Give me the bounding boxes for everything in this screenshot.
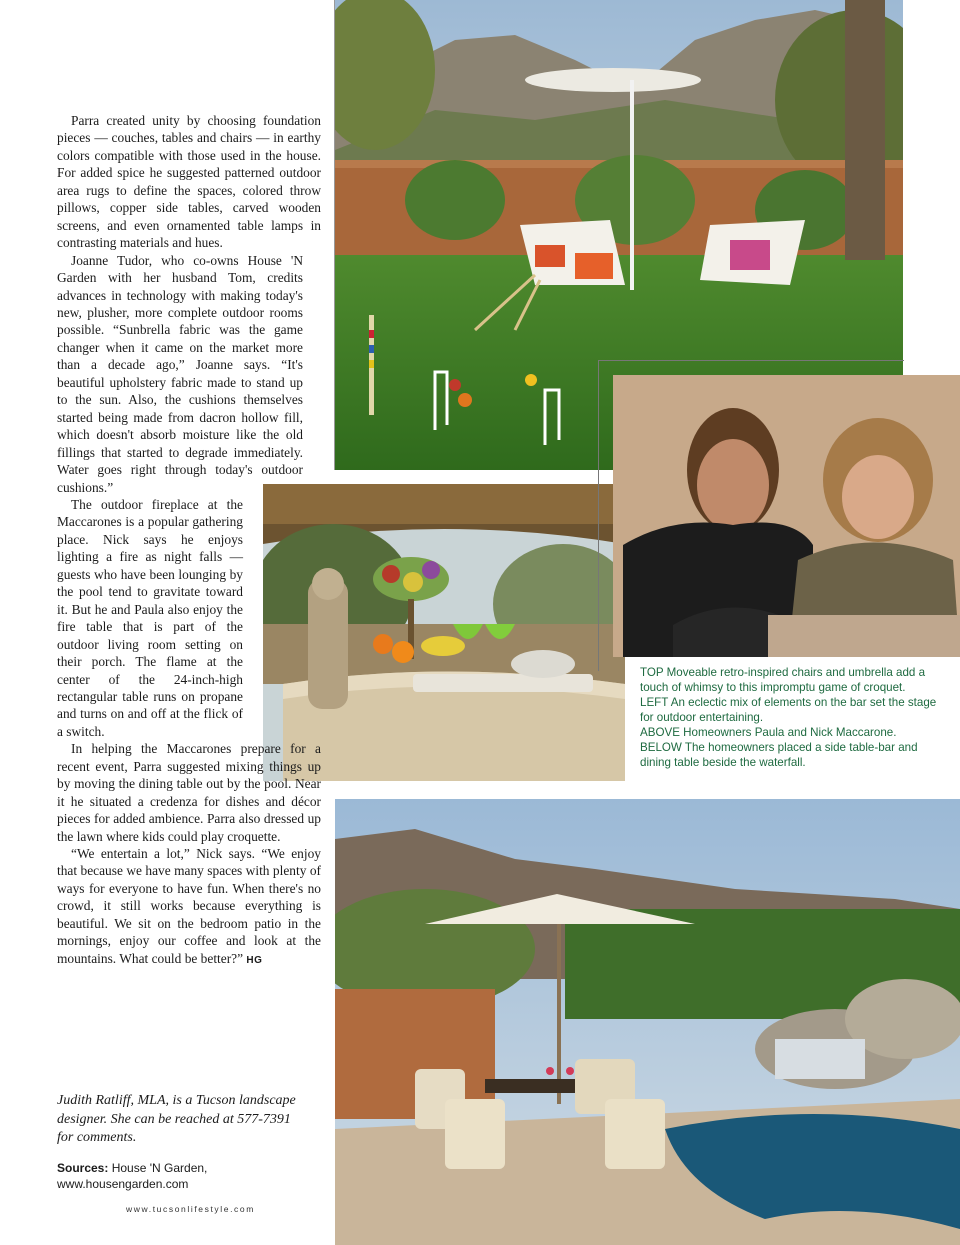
article-paragraph-2: Joanne Tudor, who co-owns House 'N Garden with her husband Tom, credits advances in technology with making today's new, plusher, more complete outdoor rooms possible. “Sunbrella fabric was the game changer when it came on the market more than a decade ago,” Joanne says. “It's beautiful upholstery fabric made to stand up to the sun. Also, the cushions themselves started being made from dacron hollow fill, which doesn't absorb moisture like the old fillings that started to degrade immediately. Water goes right through today's outdoor cushions.” [57,252,303,495]
caption-top: TOP Moveable retro-inspired chairs and umbrella add a touch of whimsy to this impromptu game of croquet. [640,666,926,694]
sources [57,1161,307,1192]
article-paragraph-4: In helping the Maccarones prepare for a recent event, Parra suggested mixing things up by moving the dining table out by the pool. Near it he situated a credenza for dishes and décor pieces for added ambience. Parra also dressed up the lawn where kids could play croquette. [57,741,321,844]
end-mark: HG [246,954,263,966]
photo-homeowners-portrait [613,375,960,657]
caption-below: BELOW The homeowners placed a side table-bar and dining table beside the waterfall. [640,741,918,769]
article-paragraph-5 [57,845,321,969]
article-paragraph-3: The outdoor fireplace at the Maccarones is a popular gathering place. Nick says he enjoys lighting a fire as night falls — guests who have been lounging by the pool tend to gravitate toward it. But he and Paula also enjoy the fire table that is part of the outdoor living room setting on their porch. The flame at the center of the 24-inch-high rectangular table runs on propane and turns on and off at the flick of a switch. [57,496,243,739]
sources-text: House 'N Garden, www.housengarden.com [57,1161,208,1191]
photo-captions [640,665,940,770]
photo-poolside-dining [335,799,960,1245]
photo-divider [334,0,335,470]
sources-label: Sources: [57,1161,109,1175]
footer-website: www.tucsonlifestyle.com [126,1204,255,1214]
article-paragraph-1: Parra created unity by choosing foundation pieces — couches, tables and chairs — in earthy colors compatible with those used in the house. For added spice he suggested patterned outdoor area rugs to define the spaces, colored throw pillows, copper side tables, carved wooden screens, and even ornamented table lamps in contrasting materials and hues. [57,113,321,251]
caption-above: ABOVE Homeowners Paula and Nick Maccarone. [640,726,897,739]
article-body [57,112,321,969]
caption-left: LEFT An eclectic mix of elements on the bar set the stage for outdoor entertaining. [640,696,937,724]
article-paragraph-5-text: “We entertain a lot,” Nick says. “We enjoy that because we have many spaces with plenty of ways for everyone to have fun. When there's no crowd, it still works because everything is beautiful. We sit on the bedroom patio in the mornings, enjoy our coffee and look at the mountains. What could be better?” [57,846,321,966]
author-bio: Judith Ratliff, MLA, is a Tucson landscape designer. She can be reached at 577-7391 for comments. [57,1093,296,1145]
